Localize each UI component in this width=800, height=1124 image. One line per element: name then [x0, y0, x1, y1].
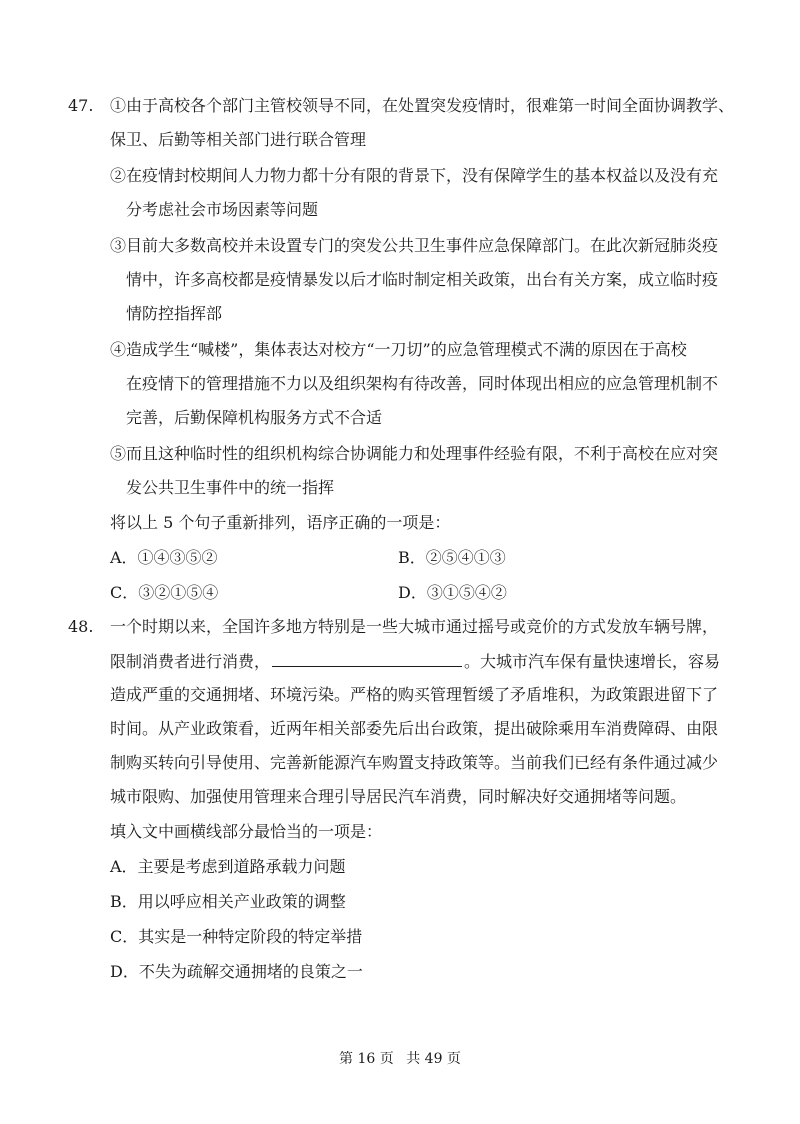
- q48-line-2-after-blank: 。大城市汽车保有量快速增长，容易: [464, 652, 721, 671]
- question-48-number: 48.: [68, 617, 94, 636]
- question-47-number: 47.: [68, 96, 94, 115]
- q48-passage-line-1: 一个时期以来，全国许多地方特别是一些大城市通过摇号或竞价的方式发放车辆号牌，: [110, 617, 719, 636]
- total-pages: 共 49 页: [406, 1051, 461, 1067]
- q47-sentence-5-line-1: ⑤而且这种临时性的组织机构综合协调能力和处理事件经验有限，不利于高校在应对突: [110, 444, 719, 463]
- q48-line-2-before-blank: 限制消费者进行消费，: [110, 652, 271, 671]
- q47-sentence-3-line-3: 情防控指挥部: [126, 304, 223, 323]
- q47-sentence-4-line-1: ④造成学生“喊楼”，集体表达对校方“一刀切”的应急管理模式不满的原因在于高校: [110, 340, 687, 359]
- q47-option-c[interactable]: C．③②①⑤④: [110, 583, 219, 602]
- q48-option-b[interactable]: B．用以呼应相关产业政策的调整: [110, 892, 346, 911]
- q47-sentence-4-line-2: 在疫情下的管理措施不力以及组织架构有待改善，同时体现出相应的应急管理机制不: [126, 374, 719, 393]
- q48-option-d[interactable]: D．不失为疏解交通拥堵的良策之一: [110, 962, 363, 981]
- q48-passage-line-4: 时间。从产业政策看，近两年相关部委先后出台政策，提出破除乘用车消费障碍、由限: [110, 719, 719, 738]
- q48-passage-line-2: [110, 651, 720, 672]
- q47-sentence-2-line-2: 分考虑社会市场因素等问题: [126, 200, 319, 219]
- q47-option-a[interactable]: A．①④③⑤②: [110, 548, 218, 567]
- q48-passage-line-5: 制购买转向引导使用、完善新能源汽车购置支持政策等。当前我们已经有条件通过减少: [110, 753, 719, 772]
- page-footer: [0, 1050, 800, 1068]
- q47-prompt: 将以上 5 个句子重新排列，语序正确的一项是：: [110, 513, 451, 532]
- q47-sentence-2-line-1: ②在疫情封校期间人力物力都十分有限的背景下，没有保障学生的基本权益以及没有充: [110, 166, 719, 185]
- q47-sentence-5-line-2: 发公共卫生事件中的统一指挥: [126, 478, 335, 497]
- q48-passage-line-6: 城市限购、加强使用管理来合理引导居民汽车消费，同时解决好交通拥堵等问题。: [110, 787, 687, 806]
- q48-passage-line-3: 造成严重的交通拥堵、环境污染。严格的购买管理暂缓了矛盾堆积，为政策跟进留下了: [110, 685, 719, 704]
- q47-option-d[interactable]: D．③①⑤④②: [398, 583, 507, 602]
- page-number: 第 16 页: [339, 1051, 394, 1067]
- q47-sentence-1-line-2: 保卫、后勤等相关部门进行联合管理: [110, 130, 367, 149]
- q48-option-a[interactable]: A．主要是考虑到道路承载力问题: [110, 857, 346, 876]
- q48-option-c[interactable]: C．其实是一种特定阶段的特定举措: [110, 927, 363, 946]
- q48-answer-blank: [272, 651, 462, 667]
- q47-sentence-3-line-2: 情中，许多高校都是疫情暴发以后才临时制定相关政策，出台有关方案，成立临时疫: [126, 270, 719, 289]
- q47-option-b[interactable]: B．②⑤④①③: [398, 548, 506, 567]
- q47-sentence-4-line-3: 完善，后勤保障机构服务方式不合适: [126, 408, 383, 427]
- q48-prompt: 填入文中画横线部分最恰当的一项是：: [110, 822, 383, 841]
- q47-sentence-3-line-1: ③目前大多数高校并未设置专门的突发公共卫生事件应急保障部门。在此次新冠肺炎疫: [110, 236, 719, 255]
- q47-sentence-1-line-1: ①由于高校各个部门主管校领导不同，在处置突发疫情时，很难第一时间全面协调教学、: [110, 96, 735, 115]
